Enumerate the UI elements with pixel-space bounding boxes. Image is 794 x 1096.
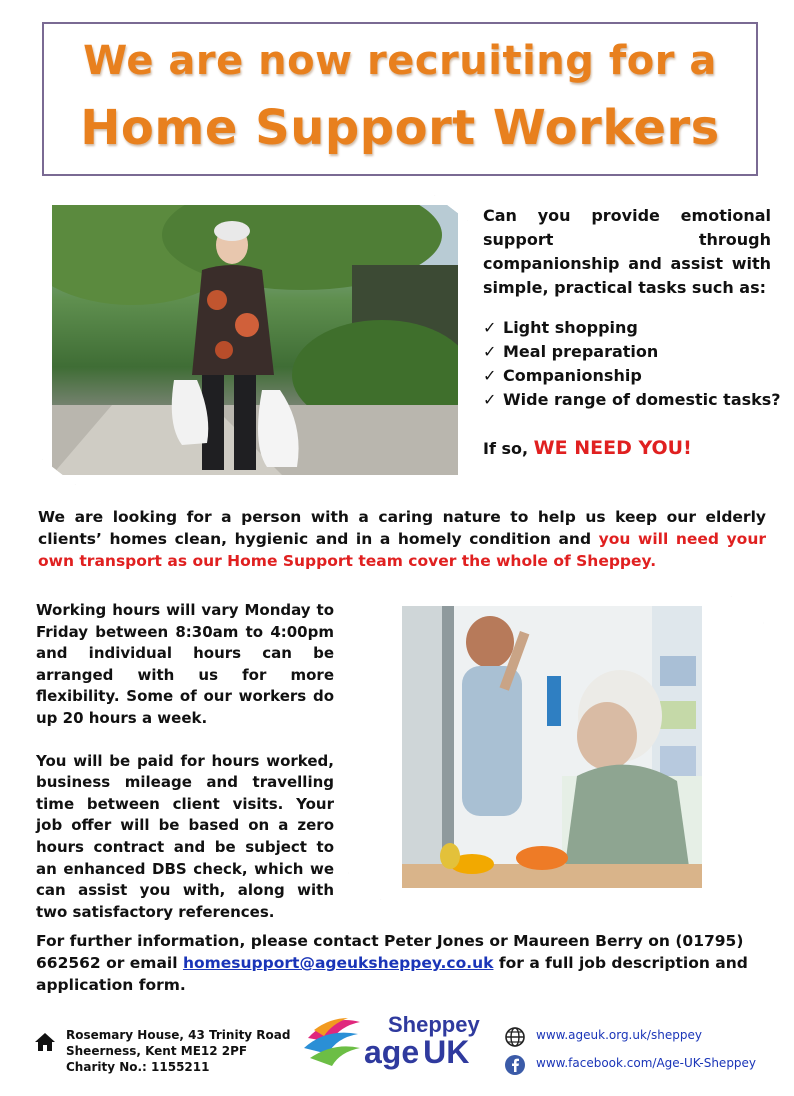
facebook-link[interactable]: www.facebook.com/Age-UK-Sheppey <box>536 1056 757 1070</box>
globe-icon <box>504 1026 526 1048</box>
address-line-1: Rosemary House, 43 Trinity Road <box>66 1028 291 1042</box>
transport-requirement: you will need your own transport as our Home Support team cover the whole of Sheppey. <box>38 530 766 570</box>
pay-paragraph: You will be paid for hours worked, business mileage and travelling time between client visits. Your job offer will be based on a zero hours contract and be subject to an enhanced DBS check, which we can assist you with, along with two satisfactory references. <box>36 751 334 921</box>
logo-uk: UK <box>423 1034 470 1070</box>
task-item: ✓ Companionship <box>483 364 781 388</box>
check-icon: ✓ <box>483 366 497 385</box>
title-line-1: We are now recruiting for a <box>83 38 717 84</box>
age-uk-sheppey-logo <box>300 1008 480 1080</box>
home-icon <box>34 1032 56 1056</box>
logo-sheppey: Sheppey <box>388 1012 480 1037</box>
task-item: ✓ Light shopping <box>483 316 781 340</box>
shopping-photo <box>42 195 468 485</box>
email-link[interactable]: homesupport@ageuksheppey.co.uk <box>182 954 494 972</box>
check-icon: ✓ <box>483 318 497 337</box>
carer-photo-illustration <box>402 606 702 888</box>
logo-age: age <box>364 1034 420 1070</box>
address-block <box>66 1027 290 1075</box>
intro-text: Can you provide emotional support through companionship and assist with simple, practical tasks such as: <box>483 206 771 297</box>
website-row[interactable] <box>504 1026 702 1051</box>
contact-suffix: for a full job description and application form. <box>36 954 748 994</box>
need-highlight: WE NEED YOU! <box>533 437 692 459</box>
carer-photo <box>348 596 764 900</box>
looking-for-paragraph <box>38 506 766 572</box>
need-you-callout <box>483 437 692 459</box>
task-list <box>483 316 781 412</box>
title-line-2: Home Support Workers <box>80 100 720 156</box>
details-column <box>36 600 334 944</box>
check-icon: ✓ <box>483 390 497 409</box>
need-prefix: If so, <box>483 439 529 458</box>
facebook-row[interactable] <box>504 1054 757 1079</box>
task-item: ✓ Wide range of domestic tasks? <box>483 388 781 412</box>
looking-text: We are looking for a person with a caring nature to help us keep our elderly clients’ homes clean, hygienic and in a homely condition and <box>38 508 766 548</box>
working-hours-paragraph: Working hours will vary Monday to Friday between 8:30am to 4:00pm and individual hours can be arranged with us for more flexibility. Some of our workers do up 20 hours a week. <box>36 601 334 727</box>
website-link[interactable]: www.ageuk.org.uk/sheppey <box>536 1028 702 1042</box>
shopping-photo-illustration <box>52 205 458 475</box>
address-line-2: Sheerness, Kent ME12 2PF <box>66 1044 248 1058</box>
charity-number: Charity No.: 1155211 <box>66 1060 210 1074</box>
facebook-icon <box>504 1054 526 1076</box>
title-banner <box>42 22 758 176</box>
task-item: ✓ Meal preparation <box>483 340 781 364</box>
contact-text: For further information, please contact Peter Jones or Maureen Berry on (01795) 662562 or email <box>36 932 744 972</box>
contact-paragraph <box>36 930 776 996</box>
check-icon: ✓ <box>483 342 497 361</box>
